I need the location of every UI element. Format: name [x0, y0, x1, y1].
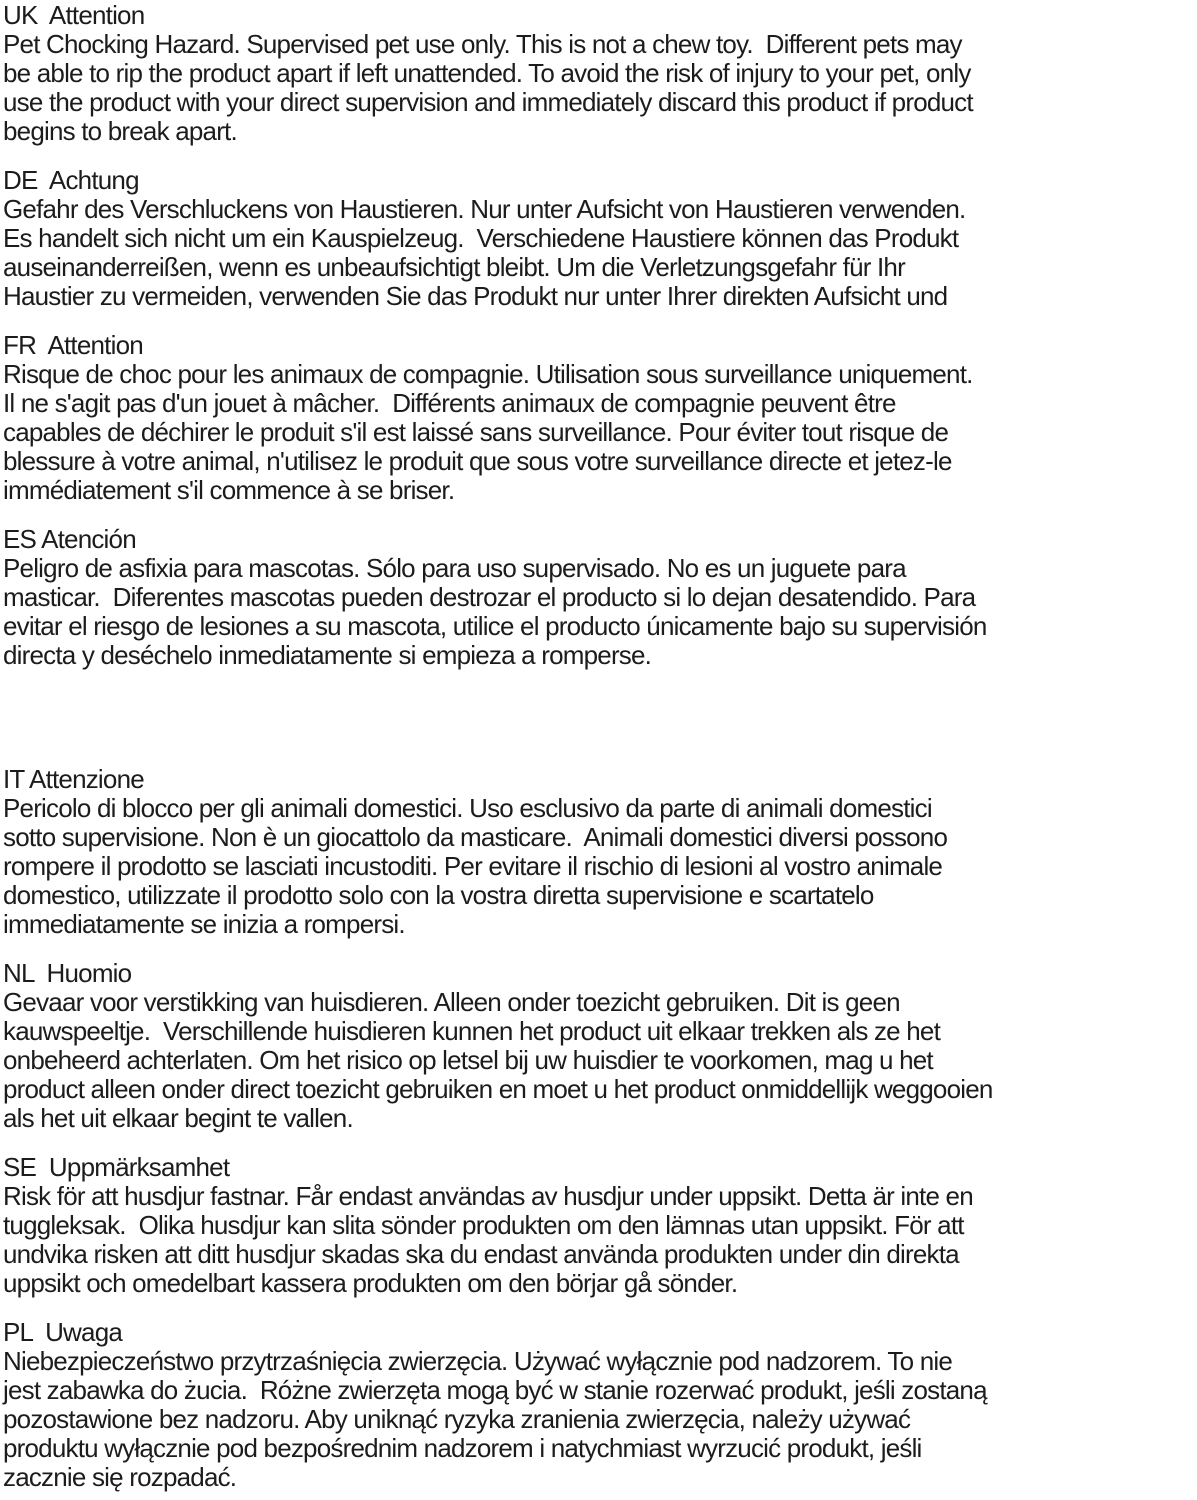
warning-line: Haustier zu vermeiden, verwenden Sie das Produkt nur unter Ihrer direkten Aufsicht und: [3, 281, 948, 311]
warning-line: Niebezpieczeństwo przytrzaśnięcia zwierzęcia. Używać wyłącznie pod nadzorem. To nie: [3, 1346, 953, 1376]
warning-line: Il ne s'agit pas d'un jouet à mâcher. Différents animaux de compagnie peuvent être: [3, 388, 896, 418]
warning-line: als het uit elkaar begint te vallen.: [3, 1103, 353, 1133]
warning-line: Es handelt sich nicht um ein Kauspielzeug. Verschiedene Haustiere können das Produkt: [3, 223, 959, 253]
warning-line: begins to break apart.: [3, 116, 237, 146]
warning-line: undvika risken att ditt husdjur skadas ska du endast använda produkten under din direkta: [3, 1239, 959, 1269]
warning-line: product alleen onder direct toezicht gebruiken en moet u het product onmiddellijk weggooien: [3, 1074, 993, 1104]
warning-line: auseinanderreißen, wenn es unbeaufsichtigt bleibt. Um die Verletzungsgefahr für Ihr: [3, 252, 905, 282]
warning-section-pl: [3, 1318, 1197, 1492]
warning-line: produktu wyłącznie pod bezpośrednim nadzorem i natychmiast wyrzucić produkt, jeśli: [3, 1433, 922, 1463]
warning-section-de: [3, 166, 1197, 311]
warning-line: use the product with your direct supervision and immediately discard this product if product: [3, 87, 973, 117]
warning-section-it: [3, 765, 1197, 939]
warning-text: [3, 195, 1197, 311]
warning-section-se: [3, 1153, 1197, 1298]
warning-section-uk: [3, 1, 1197, 146]
warning-line: Pet Chocking Hazard. Supervised pet use only. This is not a chew toy. Different pets may: [3, 29, 962, 59]
warning-line: domestico, utilizzate il prodotto solo con la vostra diretta supervisione e scartatelo: [3, 880, 874, 910]
warning-line: pozostawione bez nadzoru. Aby uniknąć ryzyka zranienia zwierzęcia, należy używać: [3, 1404, 911, 1434]
section-heading: IT Attenzione: [3, 764, 144, 794]
warning-line: Risque de choc pour les animaux de compagnie. Utilisation sous surveillance uniquement.: [3, 359, 973, 389]
warning-section-nl: [3, 959, 1197, 1133]
warning-line: tuggleksak. Olika husdjur kan slita sönder produkten om den lämnas utan uppsikt. För att: [3, 1210, 964, 1240]
section-heading: SE Uppmärksamhet: [3, 1152, 230, 1182]
section-heading: FR Attention: [3, 330, 143, 360]
warning-line: Pericolo di blocco per gli animali domestici. Uso esclusivo da parte di animali domestici: [3, 793, 932, 823]
warning-line: evitar el riesgo de lesiones a su mascota, utilice el producto únicamente bajo su supervisión: [3, 611, 987, 641]
warning-line: Peligro de asfixia para mascotas. Sólo para uso supervisado. No es un juguete para: [3, 553, 906, 583]
section-heading: UK Attention: [3, 0, 145, 30]
section-heading: NL Huomio: [3, 958, 132, 988]
warning-line: onbeheerd achterlaten. Om het risico op letsel bij uw huisdier te voorkomen, mag u het: [3, 1045, 933, 1075]
warning-line: kauwspeeltje. Verschillende huisdieren kunnen het product uit elkaar trekken als ze het: [3, 1016, 940, 1046]
warning-section-es: [3, 525, 1197, 670]
warning-text: [3, 988, 1197, 1133]
warning-text: [3, 554, 1197, 670]
warning-section-fr: [3, 331, 1197, 505]
warning-line: immediatamente se inizia a rompersi.: [3, 909, 405, 939]
warning-line: rompere il prodotto se lasciati incustoditi. Per evitare il rischio di lesioni al vostro animale: [3, 851, 943, 881]
warning-text: [3, 360, 1197, 505]
warning-line: zacznie się rozpadać.: [3, 1462, 237, 1492]
warning-line: sotto supervisione. Non è un giocattolo da masticare. Animali domestici diversi possono: [3, 822, 948, 852]
warning-line: directa y deséchelo inmediatamente si empieza a romperse.: [3, 640, 652, 670]
warning-text: [3, 794, 1197, 939]
warning-text: [3, 1182, 1197, 1298]
warning-line: Risk för att husdjur fastnar. Får endast användas av husdjur under uppsikt. Detta är inte en: [3, 1181, 973, 1211]
warning-line: masticar. Diferentes mascotas pueden destrozar el producto si lo dejan desatendido. Para: [3, 582, 976, 612]
warning-line: capables de déchirer le produit s'il est laissé sans surveillance. Pour éviter tout risque de: [3, 417, 949, 447]
warning-text: [3, 1347, 1197, 1492]
warning-line: jest zabawka do żucia. Różne zwierzęta mogą być w stanie rozerwać produkt, jeśli zostaną: [3, 1375, 987, 1405]
warning-line: be able to rip the product apart if left unattended. To avoid the risk of injury to your pet, only: [3, 58, 971, 88]
warning-line: immédiatement s'il commence à se briser.: [3, 475, 455, 505]
warning-line: blessure à votre animal, n'utilisez le produit que sous votre surveillance directe et jetez-le: [3, 446, 952, 476]
warning-line: uppsikt och omedelbart kassera produkten om den börjar gå sönder.: [3, 1268, 738, 1298]
warning-line: Gefahr des Verschluckens von Haustieren. Nur unter Aufsicht von Haustieren verwenden.: [3, 194, 966, 224]
warning-line: Gevaar voor verstikking van huisdieren. Alleen onder toezicht gebruiken. Dit is geen: [3, 987, 900, 1017]
section-heading: DE Achtung: [3, 165, 139, 195]
warning-text: [3, 30, 1197, 146]
section-heading: PL Uwaga: [3, 1317, 123, 1347]
section-heading: ES Atención: [3, 524, 136, 554]
